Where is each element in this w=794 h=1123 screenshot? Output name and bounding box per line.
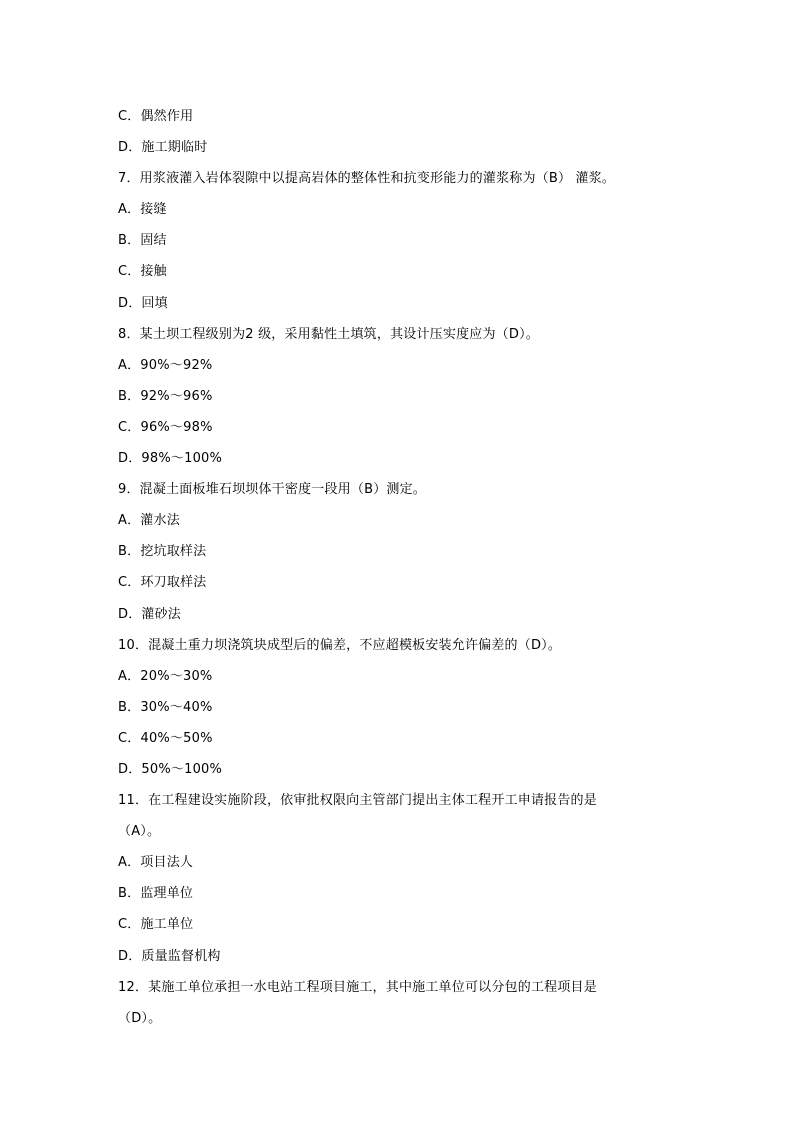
option-d-q11: D．质量监督机构 xyxy=(118,948,221,964)
question-10: 10．混凝土重力坝浇筑块成型后的偏差，不应超模板安装允许偏差的（D）。 xyxy=(118,637,562,653)
option-c-q7: C．接触 xyxy=(118,264,167,280)
option-b-q9: B．挖坑取样法 xyxy=(118,544,207,560)
option-b-q7: B．固结 xyxy=(118,233,167,249)
option-a-q8: A．90%～92% xyxy=(118,357,213,373)
option-d-q6: D．施工期临时 xyxy=(118,140,208,156)
question-12-line-1: 12．某施工单位承担一水电站工程项目施工，其中施工单位可以分包的工程项目是 xyxy=(118,979,597,995)
question-8: 8．某土坝工程级别为2 级，采用黏性土填筑，其设计压实度应为（D）。 xyxy=(118,326,539,342)
option-b-q11: B．监理单位 xyxy=(118,886,194,902)
option-a-q7: A．接缝 xyxy=(118,202,167,218)
option-d-q9: D．灌砂法 xyxy=(118,606,182,622)
option-a-q9: A．灌水法 xyxy=(118,513,180,529)
option-a-q10: A．20%～30% xyxy=(118,668,213,684)
option-c-q9: C．环刀取样法 xyxy=(118,575,207,591)
option-d-q7: D．回填 xyxy=(118,295,168,311)
option-c-q11: C．施工单位 xyxy=(118,917,194,933)
option-b-q10: B．30%～40% xyxy=(118,699,213,715)
option-c-q6: C．偶然作用 xyxy=(118,109,194,124)
question-11-line-1: 11．在工程建设实施阶段，依审批权限向主管部门提出主体工程开工申请报告的是 xyxy=(118,793,597,809)
option-b-q8: B．92%～96% xyxy=(118,388,213,404)
question-9: 9．混凝土面板堆石坝坝体干密度一段用（B）测定。 xyxy=(118,482,426,498)
option-d-q8: D．98%～100% xyxy=(118,451,223,467)
option-c-q10: C．40%～50% xyxy=(118,730,213,746)
document-page xyxy=(118,101,678,1034)
option-a-q11: A．项目法人 xyxy=(118,855,194,871)
question-11-line-2: （A）。 xyxy=(118,824,161,840)
option-d-q10: D．50%～100% xyxy=(118,761,223,777)
question-12-line-2: （D）。 xyxy=(118,1010,162,1026)
question-7: 7．用浆液灌入岩体裂隙中以提高岩体的整体性和抗变形能力的灌浆称为（B） 灌浆。 xyxy=(118,171,616,187)
option-c-q8: C．96%～98% xyxy=(118,419,213,435)
